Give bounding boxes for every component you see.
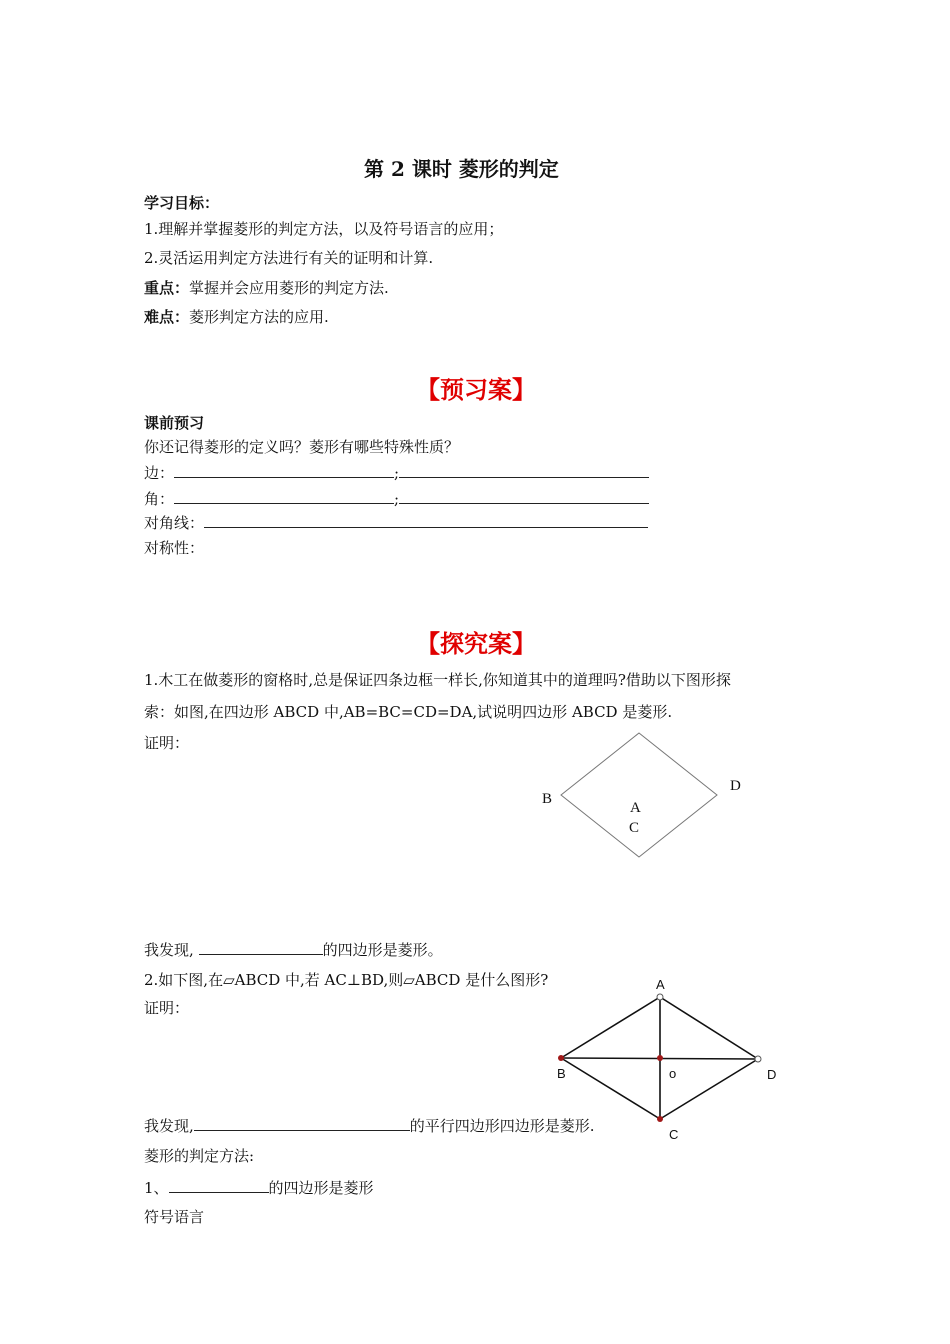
difficulty xyxy=(144,307,329,327)
angle-row xyxy=(144,489,649,509)
proof-label-1: 证明： xyxy=(144,734,190,752)
difficulty-label: 难点： xyxy=(144,308,190,326)
methods-heading: 菱形的判定方法: xyxy=(144,1147,255,1165)
page-title: 第 2 课时 菱形的判定 xyxy=(364,157,559,181)
difficulty-text: 菱形判定方法的应用. xyxy=(189,308,329,326)
preview-subheading: 课前预习 xyxy=(144,414,205,432)
side-blank-2[interactable] xyxy=(399,463,649,478)
figure1-label-d: D xyxy=(730,778,741,794)
objective-item-2: 2.灵活运用判定方法进行有关的证明和计算. xyxy=(144,249,434,267)
method-1-prefix: 1、 xyxy=(144,1179,169,1197)
figure2-label-b: B xyxy=(557,1066,566,1081)
angle-label: 角： xyxy=(144,490,175,508)
angle-separator: ; xyxy=(394,490,400,508)
finding-1-prefix: 我发现, xyxy=(144,941,194,959)
side-cb xyxy=(561,1058,660,1119)
explore-heading: 【探究案】 xyxy=(416,629,536,658)
figure2-label-a: A xyxy=(656,977,665,992)
side-ad xyxy=(660,997,758,1059)
finding-1-suffix: 的四边形是菱形。 xyxy=(322,941,443,959)
symbol-language-label: 符号语言 xyxy=(144,1208,205,1226)
diagonal-row xyxy=(144,513,648,533)
key-point-label: 重点： xyxy=(144,279,190,297)
key-point xyxy=(144,278,389,298)
figure1-label-c: C xyxy=(629,820,640,836)
finding-1 xyxy=(144,940,443,960)
question-1-line-1: 1.木工在做菱形的窗格时,总是保证四条边框一样长,你知道其中的道理吗?借助以下图形探 xyxy=(144,671,731,689)
figure1-label-b: B xyxy=(542,791,553,807)
side-row xyxy=(144,463,649,483)
preview-heading: 【预习案】 xyxy=(416,375,536,404)
angle-blank-1[interactable] xyxy=(174,489,394,504)
objective-item-1: 1.理解并掌握菱形的判定方法，以及符号语言的应用； xyxy=(144,220,504,238)
key-point-text: 掌握并会应用菱形的判定方法. xyxy=(189,279,389,297)
point-b xyxy=(558,1055,564,1061)
preview-question: 你还记得菱形的定义吗？菱形有哪些特殊性质？ xyxy=(144,438,460,456)
point-a xyxy=(657,994,663,1000)
method-1-suffix: 的四边形是菱形 xyxy=(268,1179,374,1197)
angle-blank-2[interactable] xyxy=(399,489,649,504)
side-label: 边： xyxy=(144,464,175,482)
figure2-label-d: D xyxy=(767,1067,777,1082)
finding-1-blank[interactable] xyxy=(199,940,323,955)
method-1-blank[interactable] xyxy=(169,1178,269,1193)
symmetry-label: 对称性： xyxy=(144,539,205,557)
figure2-label-c: C xyxy=(669,1127,679,1142)
side-separator: ; xyxy=(394,464,400,482)
figure2-label-o: o xyxy=(669,1066,677,1081)
rhombus-figure-1 xyxy=(530,725,760,865)
method-1 xyxy=(144,1178,374,1198)
side-blank-1[interactable] xyxy=(174,463,394,478)
figure1-label-a: A xyxy=(630,800,641,816)
point-o xyxy=(657,1055,663,1061)
point-d xyxy=(755,1056,761,1062)
finding-2-blank[interactable] xyxy=(194,1116,410,1131)
rhombus-outline xyxy=(561,733,717,857)
question-1-line-2: 索：如图,在四边形 ABCD 中,AB=BC=CD=DA,试说明四边形 ABCD 是菱形. xyxy=(144,703,673,721)
finding-2-suffix: 的平行四边形四边形是菱形. xyxy=(409,1117,595,1135)
side-ba xyxy=(561,997,660,1058)
finding-2 xyxy=(144,1116,595,1136)
point-c xyxy=(657,1116,663,1122)
diagonal-label: 对角线： xyxy=(144,514,205,532)
question-2: 2.如下图,在▱ABCD 中,若 AC⊥BD,则▱ABCD 是什么图形? xyxy=(144,971,549,989)
proof-label-2: 证明： xyxy=(144,999,190,1017)
diagonal-blank[interactable] xyxy=(204,513,648,528)
objectives-heading: 学习目标： xyxy=(144,194,220,212)
finding-2-prefix: 我发现, xyxy=(144,1117,194,1135)
